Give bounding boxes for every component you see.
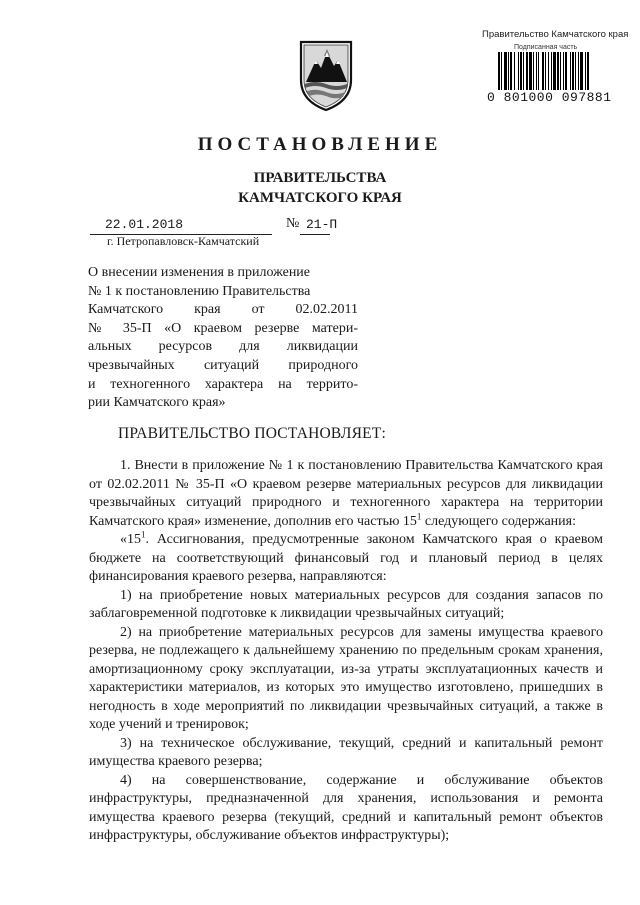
subject-line: № 35-П «О краевом резерве матери- [88,320,358,336]
subject-line: чрезвычайных ситуаций природного [88,357,358,373]
document-city: г. Петропавловск-Камчатский [107,234,260,248]
stamp-subtitle: Подписанная часть [514,44,578,51]
subject-line: О внесении изменения в приложение [88,265,311,280]
document-body [89,457,603,846]
decree-heading: ПРАВИТЕЛЬСТВО ПОСТАНОВЛЯЕТ: [118,425,386,442]
stamp-organization: Правительство Камчатского края [482,29,629,40]
barcode [498,52,620,90]
issuing-body [0,168,640,208]
barcode-bar [589,52,590,90]
subject-line: рии Камчатского края» [88,395,226,411]
list-item: 1) на приобретение новых материальных ресурсов для создания запасов по заблаговременной подготовке к ликвидации чрезвычайных ситуаций; [89,587,603,621]
number-underline [300,234,330,235]
list-item: 3) на техническое обслуживание, текущий, средний и капитальный ремонт имущества краевого резерва; [89,735,603,769]
superscript: 1 [141,529,146,540]
paragraph-2 [89,531,603,587]
number-sign: № [286,216,300,231]
list-item: 2) на приобретение материальных ресурсов для замены имущества краевого резерва, не подлежащего к дальнейшему хранению по предельным срокам хранения, амортизационному сроку эксплуатации, из-за утраты эксплуатационных качеств и характеристики материалов, из которых это имущество изготовлено, пришедших в негодность в ходе мероприятий по ликвидации чрезвычайных ситуаций, а также в ходе учений и тренировок; [89,624,603,732]
paragraph-1-text-b: следующего содержания: [421,513,576,529]
list-item: 4) на совершенствование, содержание и обслуживание объектов инфраструктуры, предназначенной для хранения, использования и ремонта имущества краевого резерва (текущий, средний и капитальный ремонт объектов инфраструктуры, обслуживание объектов инфраструктуры); [89,772,603,843]
paragraph-2-text-a: «15 [120,532,141,547]
issuing-body-line-2: КАМЧАТСКОГО КРАЯ [238,190,402,206]
paragraph-1-text-a: 1. Внести в приложение № 1 к постановлению Правительства Камчатского края от 02.02.2011 № 35-П «О краевом резерве материальных ресурсов для ликвидации чрезвычайных ситуаций природного и техногенного характера на территории Камчатского края» изменение, дополнив его частью 15 [89,458,603,529]
subject-line: альных ресурсов для ликвидации [88,339,358,355]
document-number: 21-П [306,217,338,232]
document-subject [88,264,358,413]
subject-line: и техногенного характера на террито- [88,376,358,392]
paragraph-2-text-b: . Ассигнования, предусмотренные законом Камчатского края о краевом бюджете на соответствующий финансовый год и плановый период в целях финансирования краевого резерва, направляются: [89,532,603,584]
document-date: 22.01.2018 [105,217,184,232]
superscript: 1 [416,510,422,521]
subject-line: Камчатского края от 02.02.2011 [88,302,358,318]
kamchatka-emblem [297,38,355,112]
paragraph-1 [89,457,603,531]
document-type-title: ПОСТАНОВЛЕНИЕ [197,134,443,155]
issuing-body-line-1: ПРАВИТЕЛЬСТВА [253,170,387,186]
subject-line: № 1 к постановлению Правительства [88,283,311,299]
barcode-number: 0 801000 097881 [487,90,612,105]
